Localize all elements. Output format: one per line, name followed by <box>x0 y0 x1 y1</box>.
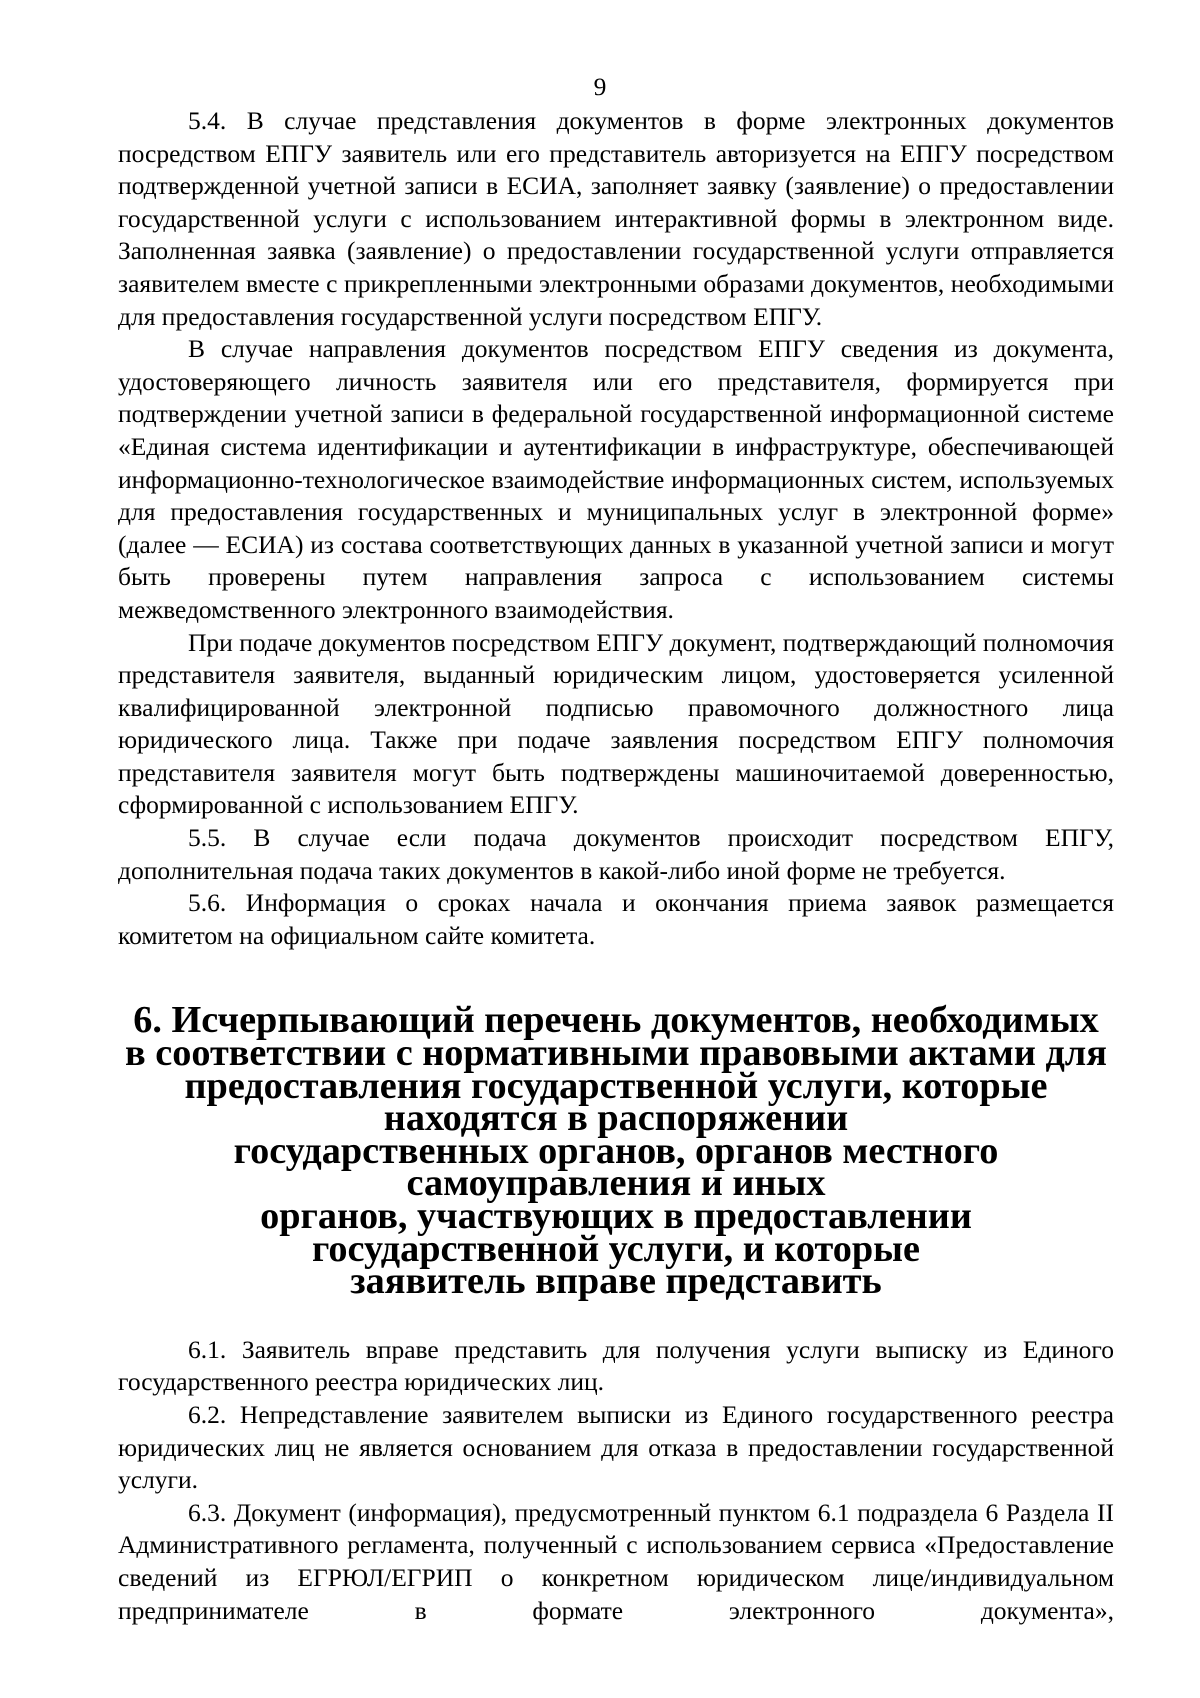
paragraph-6-1: 6.1. Заявитель вправе представить для получения услуги выписку из Единого государственного реестра юридических лиц. <box>118 1334 1114 1397</box>
section-heading-line: органов, участвующих в предоставлении государственной услуги, и которые <box>260 1195 972 1270</box>
document-body <box>118 105 1114 1627</box>
paragraph-esia-info: В случае направления документов посредством ЕПГУ сведения из документа, удостоверяющего личность заявителя или его представителя, формируется при подтверждении учетной записи в федеральной государственной информационной системе «Единая система идентификации и аутентификации в инфраструктуре, обеспечивающей информационно-технологическое взаимодействие информационных систем, используемых для предоставления государственных и муниципальных услуг в электронной форме» (далее — ЕСИА) из состава соответствующих данных в указанной учетной записи и могут быть проверены путем направления запроса с использованием системы межведомственного электронного взаимодействия. <box>118 334 1114 624</box>
paragraph-5-5: 5.5. В случае если подача документов происходит посредством ЕПГУ, дополнительная подача таких документов в какой-либо иной форме не требуется. <box>118 823 1114 885</box>
section-heading-line: предоставления государственной услуги, которые находятся в распоряжении <box>184 1064 1048 1140</box>
section-6-heading <box>118 999 1114 1303</box>
paragraph-6-3: 6.3. Документ (информация), предусмотренный пунктом 6.1 подраздела 6 Раздела II Административного регламента, полученный с использованием сервиса «Предоставление сведений из ЕГРЮЛ/ЕГРИП о конкретном юридическом лице/индивидуальном предпринимателе в формате электронного документа», <box>118 1497 1114 1625</box>
section-heading-line: 6. Исчерпывающий перечень документов, необходимых <box>133 999 1099 1042</box>
paragraph-5-6: 5.6. Информация о сроках начала и окончания приема заявок размещается комитетом на официальном сайте комитета. <box>118 888 1114 950</box>
paragraph-5-4: 5.4. В случае представления документов в форме электронных документов посредством ЕПГУ заявитель или его представитель авторизуется на ЕПГУ посредством подтвержденной учетной записи в ЕСИА, заполняет заявку (заявление) о предоставлении государственной услуги с использованием интерактивной формы в электронном виде. Заполненная заявка (заявление) о предоставлении государственной услуги отправляется заявителем вместе с прикрепленными электронными образами документов, необходимыми для предоставления государственной услуги посредством ЕПГУ. <box>118 106 1114 331</box>
section-heading-line: в соответствии с нормативными правовыми актами для <box>125 1032 1107 1075</box>
section-heading-line: заявитель вправе представить <box>350 1260 882 1303</box>
section-heading-line: государственных органов, органов местного самоуправления и иных <box>233 1129 999 1205</box>
page-number: 9 <box>593 72 607 101</box>
paragraph-6-2: 6.2. Непредставление заявителем выписки из Единого государственного реестра юридических лиц не является основанием для отказа в предоставлении государственной услуги. <box>118 1399 1114 1495</box>
paragraph-representative-authority: При подаче документов посредством ЕПГУ документ, подтверждающий полномочия представителя заявителя, выданный юридическим лицом, удостоверяется усиленной квалифицированной электронной подписью правомочного должностного лица юридического лица. Также при подаче заявления посредством ЕПГУ полномочия представителя заявителя могут быть подтверждены машиночитаемой доверенностью, сформированной с использованием ЕПГУ. <box>118 627 1114 820</box>
